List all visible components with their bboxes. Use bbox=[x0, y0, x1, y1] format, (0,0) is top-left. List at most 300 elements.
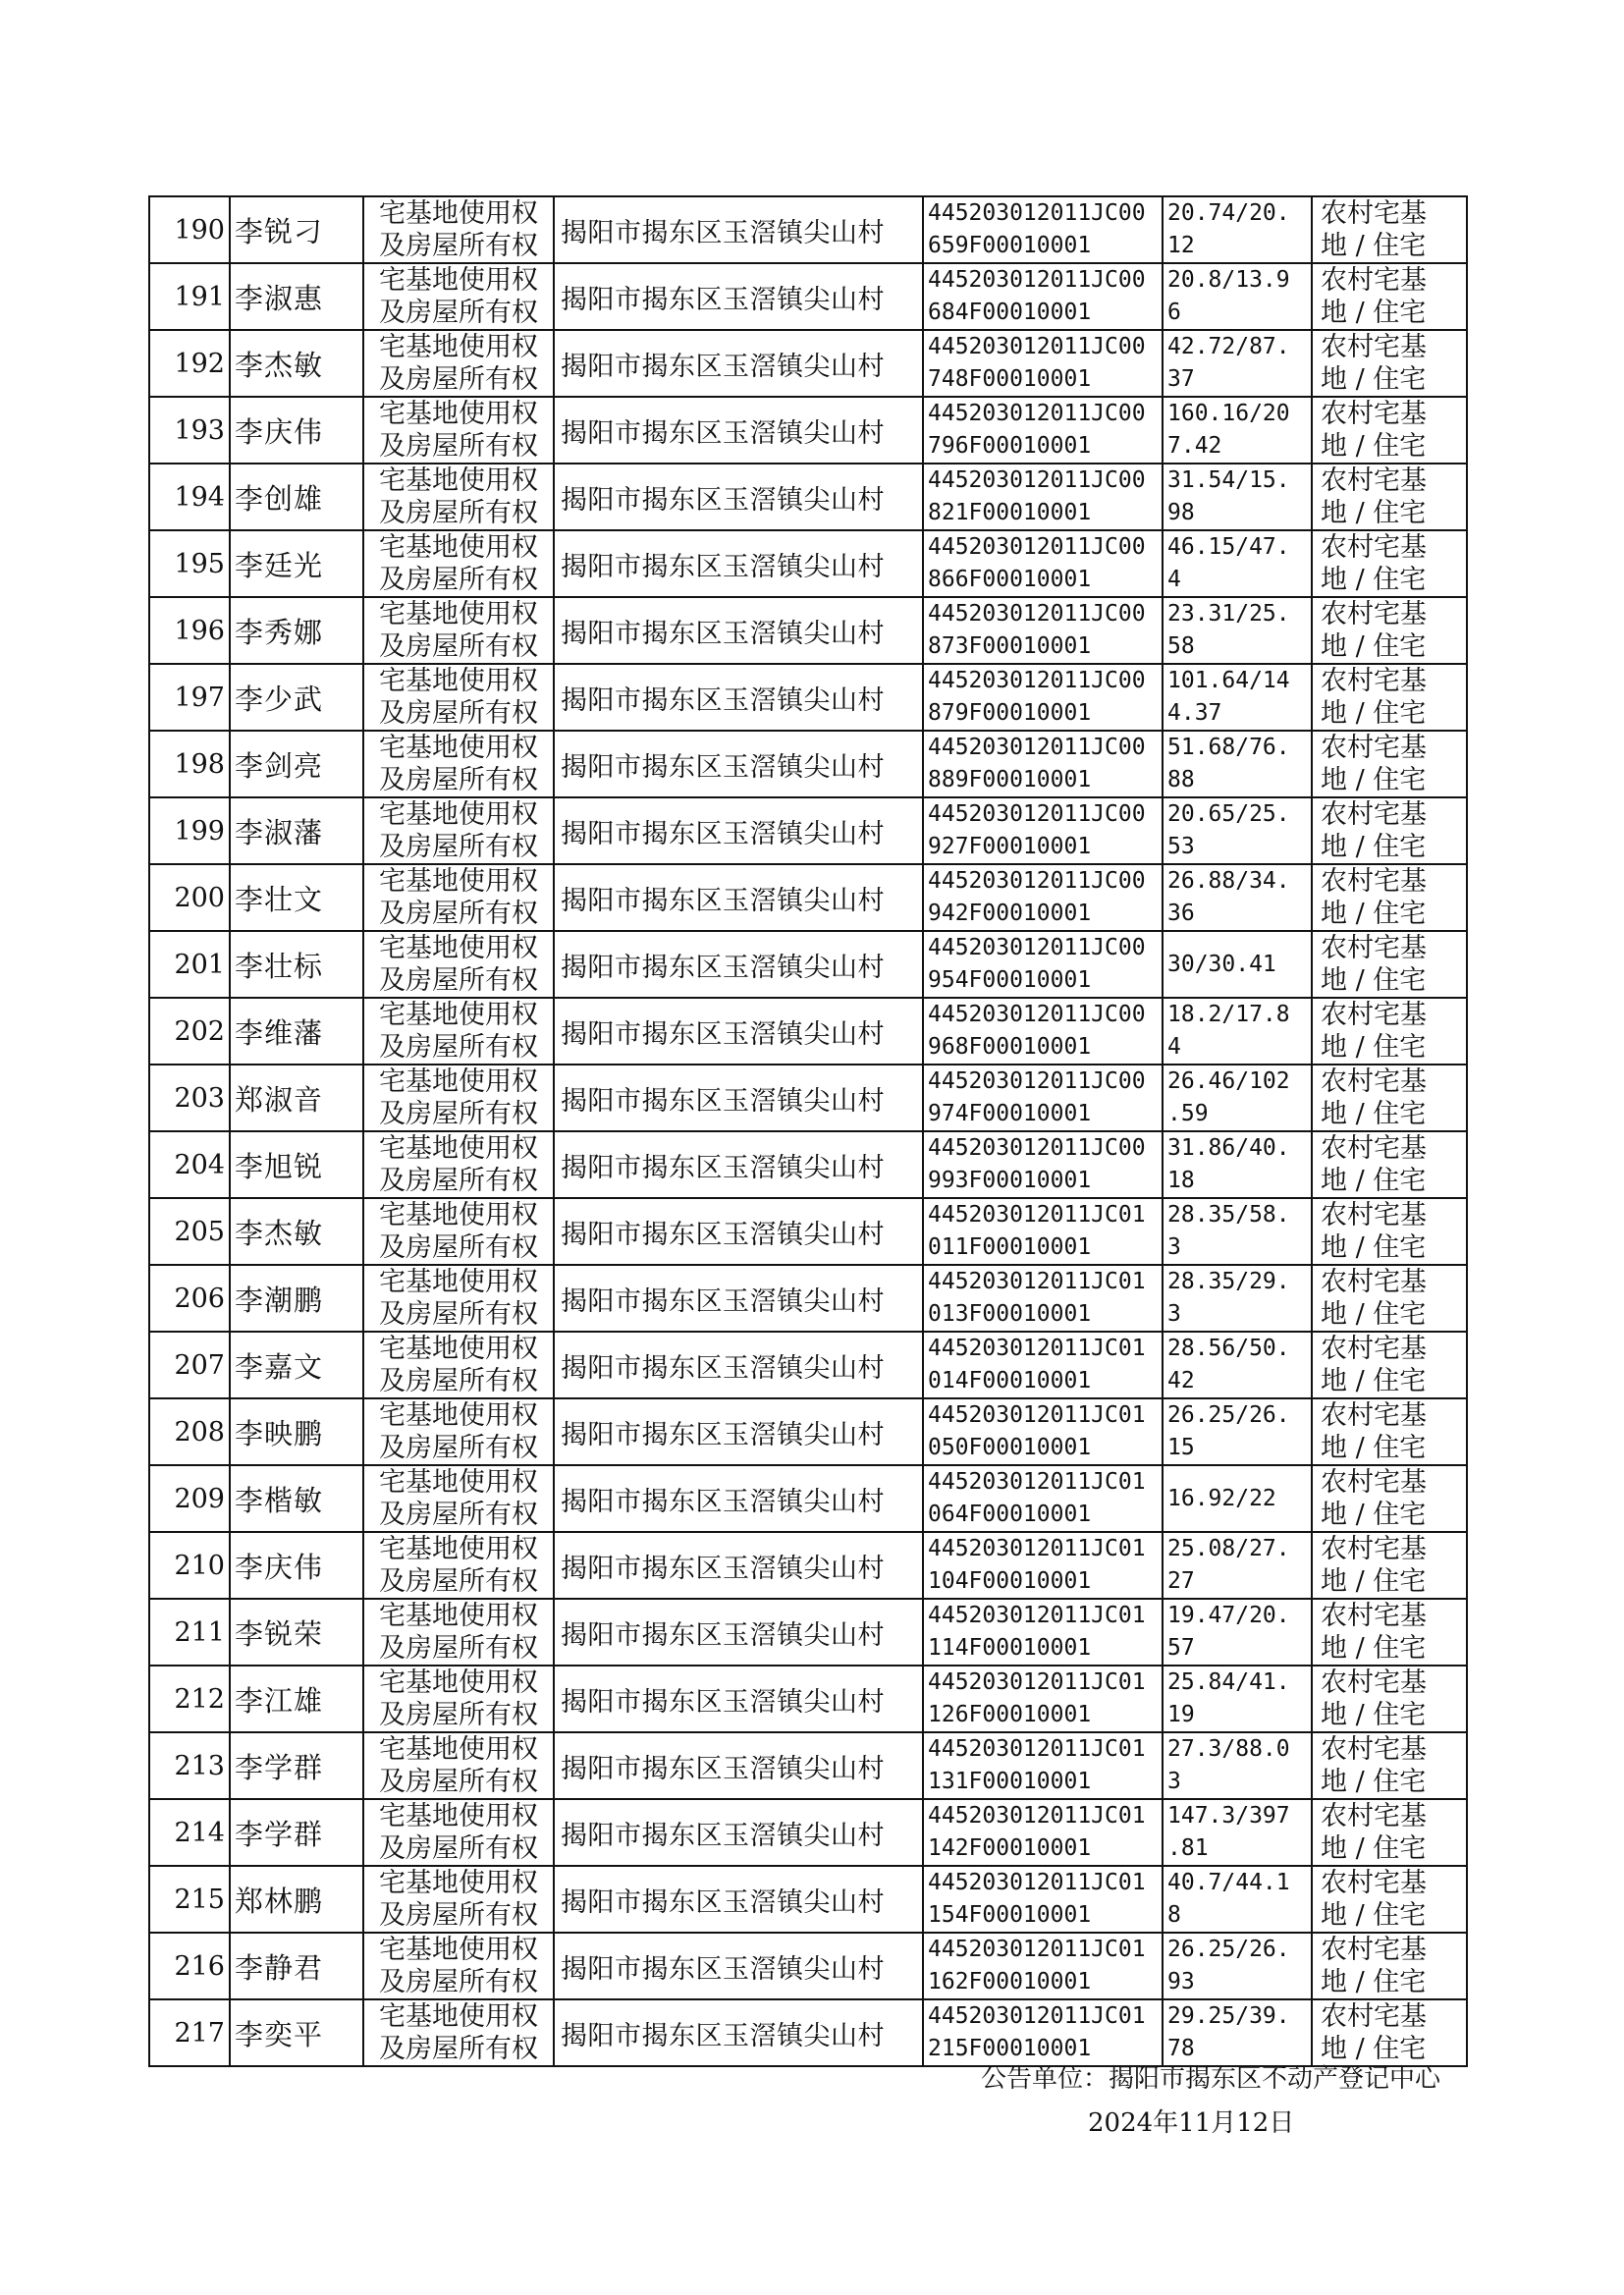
right-type: 宅基地使用权 及房屋所有权 bbox=[379, 1467, 538, 1530]
area-value-cell bbox=[1163, 1599, 1312, 1666]
row-number: 214 bbox=[174, 1817, 225, 1848]
row-number: 204 bbox=[174, 1149, 225, 1180]
table-row bbox=[149, 263, 1467, 330]
property-location: 揭阳市揭东区玉滘镇尖山村 bbox=[561, 1285, 885, 1317]
holder-name: 李廷光 bbox=[235, 548, 324, 582]
right-type-cell bbox=[363, 1933, 554, 1999]
holder-name: 李杰敏 bbox=[235, 1216, 324, 1250]
property-location: 揭阳市揭东区玉滘镇尖山村 bbox=[561, 1953, 885, 1985]
property-location: 揭阳市揭东区玉滘镇尖山村 bbox=[561, 618, 885, 649]
right-type: 宅基地使用权 及房屋所有权 bbox=[379, 1935, 538, 1997]
area-value: 26.88/34. 36 bbox=[1167, 868, 1290, 926]
area-value-cell bbox=[1163, 1999, 1312, 2066]
area-value: 29.25/39. 78 bbox=[1167, 2003, 1290, 2061]
row-number-cell bbox=[149, 998, 230, 1065]
holder-name-cell bbox=[230, 1933, 363, 1999]
property-location: 揭阳市揭东区玉滘镇尖山村 bbox=[561, 351, 885, 382]
property-location: 揭阳市揭东区玉滘镇尖山村 bbox=[561, 2020, 885, 2051]
property-location-cell bbox=[554, 864, 923, 931]
holder-name: 李庆伟 bbox=[235, 1550, 324, 1584]
holder-name-cell bbox=[230, 797, 363, 864]
holder-name-cell bbox=[230, 1799, 363, 1866]
property-unit-code: 445203012011JC01 050F00010001 bbox=[928, 1402, 1146, 1460]
holder-name-cell bbox=[230, 330, 363, 397]
records-table bbox=[148, 195, 1468, 2067]
holder-name-cell bbox=[230, 1866, 363, 1933]
property-location-cell bbox=[554, 1933, 923, 1999]
property-location-cell bbox=[554, 1265, 923, 1332]
table-row bbox=[149, 1398, 1467, 1465]
holder-name: 李江雄 bbox=[235, 1683, 324, 1718]
right-type-cell bbox=[363, 664, 554, 731]
property-location-cell bbox=[554, 196, 923, 263]
property-unit-code: 445203012011JC01 104F00010001 bbox=[928, 1536, 1146, 1594]
table-row bbox=[149, 1131, 1467, 1198]
property-location-cell bbox=[554, 1732, 923, 1799]
property-unit-code-cell bbox=[923, 797, 1163, 864]
row-number: 190 bbox=[174, 214, 225, 246]
property-unit-code-cell bbox=[923, 1732, 1163, 1799]
right-type-cell bbox=[363, 330, 554, 397]
table-row bbox=[149, 196, 1467, 263]
property-unit-code: 445203012011JC00 796F00010001 bbox=[928, 401, 1146, 459]
row-number: 203 bbox=[174, 1082, 225, 1114]
property-location-cell bbox=[554, 263, 923, 330]
area-value: 16.92/22 bbox=[1167, 1485, 1276, 1511]
usage-type: 农村宅基 地 / 住宅 bbox=[1321, 399, 1427, 462]
right-type: 宅基地使用权 及房屋所有权 bbox=[379, 1000, 538, 1063]
usage-type-cell bbox=[1312, 1065, 1467, 1131]
table-row bbox=[149, 1532, 1467, 1599]
holder-name-cell bbox=[230, 1198, 363, 1265]
holder-name: 李秀娜 bbox=[235, 615, 324, 649]
area-value: 20.65/25. 53 bbox=[1167, 801, 1290, 859]
property-unit-code-cell bbox=[923, 731, 1163, 797]
property-unit-code: 445203012011JC01 126F00010001 bbox=[928, 1669, 1146, 1727]
holder-name-cell bbox=[230, 597, 363, 664]
right-type: 宅基地使用权 及房屋所有权 bbox=[379, 1734, 538, 1797]
row-number-cell bbox=[149, 1532, 230, 1599]
area-value-cell bbox=[1163, 864, 1312, 931]
row-number: 216 bbox=[174, 1950, 225, 1982]
usage-type-cell bbox=[1312, 731, 1467, 797]
table-row bbox=[149, 731, 1467, 797]
row-number: 208 bbox=[174, 1416, 225, 1448]
row-number-cell bbox=[149, 597, 230, 664]
property-unit-code: 445203012011JC00 659F00010001 bbox=[928, 200, 1146, 258]
property-location-cell bbox=[554, 1999, 923, 2066]
property-location: 揭阳市揭东区玉滘镇尖山村 bbox=[561, 1753, 885, 1784]
holder-name-cell bbox=[230, 1065, 363, 1131]
usage-type-cell bbox=[1312, 597, 1467, 664]
holder-name-cell bbox=[230, 1532, 363, 1599]
row-number: 202 bbox=[174, 1015, 225, 1047]
usage-type: 农村宅基 地 / 住宅 bbox=[1321, 1200, 1427, 1263]
property-unit-code: 445203012011JC00 968F00010001 bbox=[928, 1002, 1146, 1060]
usage-type-cell bbox=[1312, 1332, 1467, 1398]
usage-type: 农村宅基 地 / 住宅 bbox=[1321, 733, 1427, 795]
table-row bbox=[149, 998, 1467, 1065]
row-number: 201 bbox=[174, 949, 225, 980]
usage-type: 农村宅基 地 / 住宅 bbox=[1321, 532, 1427, 595]
right-type: 宅基地使用权 及房屋所有权 bbox=[379, 1267, 538, 1330]
property-unit-code: 445203012011JC00 927F00010001 bbox=[928, 801, 1146, 859]
row-number-cell bbox=[149, 1265, 230, 1332]
row-number: 205 bbox=[174, 1216, 225, 1247]
area-value: 101.64/14 4.37 bbox=[1167, 668, 1290, 726]
holder-name: 郑淑音 bbox=[235, 1082, 324, 1117]
area-value: 19.47/20. 57 bbox=[1167, 1603, 1290, 1661]
property-unit-code: 445203012011JC01 215F00010001 bbox=[928, 2003, 1146, 2061]
usage-type-cell bbox=[1312, 1732, 1467, 1799]
property-unit-code-cell bbox=[923, 931, 1163, 998]
area-value-cell bbox=[1163, 1332, 1312, 1398]
property-unit-code: 445203012011JC00 993F00010001 bbox=[928, 1135, 1146, 1193]
right-type-cell bbox=[363, 998, 554, 1065]
property-unit-code: 445203012011JC00 879F00010001 bbox=[928, 668, 1146, 726]
property-unit-code-cell bbox=[923, 1065, 1163, 1131]
usage-type: 农村宅基 地 / 住宅 bbox=[1321, 1000, 1427, 1063]
row-number: 213 bbox=[174, 1750, 225, 1781]
property-location: 揭阳市揭东区玉滘镇尖山村 bbox=[561, 1152, 885, 1183]
area-value-cell bbox=[1163, 397, 1312, 464]
property-unit-code: 445203012011JC00 821F00010001 bbox=[928, 467, 1146, 525]
row-number-cell bbox=[149, 1465, 230, 1532]
right-type: 宅基地使用权 及房屋所有权 bbox=[379, 465, 538, 528]
property-location: 揭阳市揭东区玉滘镇尖山村 bbox=[561, 751, 885, 783]
property-location: 揭阳市揭东区玉滘镇尖山村 bbox=[561, 684, 885, 716]
usage-type-cell bbox=[1312, 1866, 1467, 1933]
area-value-cell bbox=[1163, 464, 1312, 530]
property-unit-code: 445203012011JC01 013F00010001 bbox=[928, 1269, 1146, 1327]
property-unit-code-cell bbox=[923, 1532, 1163, 1599]
table-row bbox=[149, 1666, 1467, 1732]
area-value-cell bbox=[1163, 597, 1312, 664]
right-type: 宅基地使用权 及房屋所有权 bbox=[379, 2001, 538, 2064]
area-value-cell bbox=[1163, 998, 1312, 1065]
records-body bbox=[149, 196, 1467, 2066]
property-unit-code: 445203012011JC00 889F00010001 bbox=[928, 735, 1146, 792]
property-location: 揭阳市揭东区玉滘镇尖山村 bbox=[561, 818, 885, 849]
property-unit-code-cell bbox=[923, 263, 1163, 330]
usage-type: 农村宅基 地 / 住宅 bbox=[1321, 1734, 1427, 1797]
holder-name: 李庆伟 bbox=[235, 414, 324, 449]
right-type: 宅基地使用权 及房屋所有权 bbox=[379, 1868, 538, 1931]
holder-name-cell bbox=[230, 864, 363, 931]
usage-type: 农村宅基 地 / 住宅 bbox=[1321, 799, 1427, 862]
row-number-cell bbox=[149, 464, 230, 530]
holder-name-cell bbox=[230, 397, 363, 464]
area-value: 26.46/102 .59 bbox=[1167, 1068, 1290, 1126]
usage-type: 农村宅基 地 / 住宅 bbox=[1321, 1868, 1427, 1931]
property-location: 揭阳市揭东区玉滘镇尖山村 bbox=[561, 1553, 885, 1584]
area-value: 160.16/20 7.42 bbox=[1167, 401, 1290, 459]
holder-name: 郑林鹏 bbox=[235, 1884, 324, 1918]
property-location-cell bbox=[554, 1198, 923, 1265]
right-type: 宅基地使用权 及房屋所有权 bbox=[379, 1667, 538, 1730]
holder-name: 李学群 bbox=[235, 1750, 324, 1784]
area-value: 25.08/27. 27 bbox=[1167, 1536, 1290, 1594]
table-row bbox=[149, 1799, 1467, 1866]
table-row bbox=[149, 530, 1467, 597]
area-value-cell bbox=[1163, 1666, 1312, 1732]
area-value-cell bbox=[1163, 1265, 1312, 1332]
right-type-cell bbox=[363, 1465, 554, 1532]
usage-type-cell bbox=[1312, 864, 1467, 931]
property-unit-code: 445203012011JC00 873F00010001 bbox=[928, 601, 1146, 659]
property-unit-code-cell bbox=[923, 464, 1163, 530]
right-type: 宅基地使用权 及房屋所有权 bbox=[379, 733, 538, 795]
right-type-cell bbox=[363, 864, 554, 931]
right-type-cell bbox=[363, 1999, 554, 2066]
row-number: 211 bbox=[174, 1616, 225, 1648]
usage-type: 农村宅基 地 / 住宅 bbox=[1321, 599, 1427, 662]
usage-type: 农村宅基 地 / 住宅 bbox=[1321, 1267, 1427, 1330]
property-location: 揭阳市揭东区玉滘镇尖山村 bbox=[561, 1419, 885, 1450]
area-value: 25.84/41. 19 bbox=[1167, 1669, 1290, 1727]
row-number-cell bbox=[149, 1933, 230, 1999]
row-number: 215 bbox=[174, 1884, 225, 1915]
right-type-cell bbox=[363, 1131, 554, 1198]
table-row bbox=[149, 931, 1467, 998]
property-unit-code: 445203012011JC01 131F00010001 bbox=[928, 1736, 1146, 1794]
holder-name-cell bbox=[230, 998, 363, 1065]
row-number-cell bbox=[149, 1198, 230, 1265]
area-value: 28.56/50. 42 bbox=[1167, 1336, 1290, 1393]
property-location-cell bbox=[554, 1799, 923, 1866]
property-location-cell bbox=[554, 330, 923, 397]
right-type: 宅基地使用权 及房屋所有权 bbox=[379, 1334, 538, 1396]
area-value: 26.25/26. 15 bbox=[1167, 1402, 1290, 1460]
row-number-cell bbox=[149, 1732, 230, 1799]
right-type-cell bbox=[363, 530, 554, 597]
holder-name: 李淑藩 bbox=[235, 815, 324, 849]
property-unit-code: 445203012011JC01 014F00010001 bbox=[928, 1336, 1146, 1393]
row-number: 196 bbox=[174, 615, 225, 646]
usage-type: 农村宅基 地 / 住宅 bbox=[1321, 1935, 1427, 1997]
area-value: 18.2/17.8 4 bbox=[1167, 1002, 1290, 1060]
table-row bbox=[149, 1265, 1467, 1332]
property-location: 揭阳市揭东区玉滘镇尖山村 bbox=[561, 1886, 885, 1918]
property-unit-code-cell bbox=[923, 397, 1163, 464]
right-type-cell bbox=[363, 1398, 554, 1465]
area-value-cell bbox=[1163, 330, 1312, 397]
holder-name-cell bbox=[230, 263, 363, 330]
table-row bbox=[149, 1332, 1467, 1398]
table-row bbox=[149, 1999, 1467, 2066]
property-unit-code-cell bbox=[923, 1799, 1163, 1866]
usage-type: 农村宅基 地 / 住宅 bbox=[1321, 1534, 1427, 1597]
area-value: 20.8/13.9 6 bbox=[1167, 267, 1290, 325]
property-location: 揭阳市揭东区玉滘镇尖山村 bbox=[561, 217, 885, 248]
holder-name-cell bbox=[230, 1599, 363, 1666]
property-unit-code: 445203012011JC01 011F00010001 bbox=[928, 1202, 1146, 1260]
property-location-cell bbox=[554, 1332, 923, 1398]
property-location: 揭阳市揭东区玉滘镇尖山村 bbox=[561, 1486, 885, 1517]
property-location-cell bbox=[554, 530, 923, 597]
usage-type: 农村宅基 地 / 住宅 bbox=[1321, 666, 1427, 729]
property-unit-code-cell bbox=[923, 1866, 1163, 1933]
row-number: 217 bbox=[174, 2017, 225, 2049]
right-type-cell bbox=[363, 1799, 554, 1866]
area-value-cell bbox=[1163, 530, 1312, 597]
right-type-cell bbox=[363, 931, 554, 998]
right-type-cell bbox=[363, 1198, 554, 1265]
holder-name: 李少武 bbox=[235, 682, 324, 716]
row-number-cell bbox=[149, 263, 230, 330]
property-location: 揭阳市揭东区玉滘镇尖山村 bbox=[561, 484, 885, 516]
property-unit-code: 445203012011JC00 942F00010001 bbox=[928, 868, 1146, 926]
area-value: 20.74/20. 12 bbox=[1167, 200, 1290, 258]
property-location-cell bbox=[554, 397, 923, 464]
right-type-cell bbox=[363, 196, 554, 263]
holder-name: 李壮文 bbox=[235, 882, 324, 916]
row-number: 200 bbox=[174, 882, 225, 913]
row-number: 210 bbox=[174, 1550, 225, 1581]
holder-name-cell bbox=[230, 1332, 363, 1398]
right-type: 宅基地使用权 及房屋所有权 bbox=[379, 1601, 538, 1664]
holder-name: 李旭锐 bbox=[235, 1149, 324, 1183]
usage-type: 农村宅基 地 / 住宅 bbox=[1321, 1601, 1427, 1664]
row-number-cell bbox=[149, 1999, 230, 2066]
usage-type-cell bbox=[1312, 1198, 1467, 1265]
property-location-cell bbox=[554, 597, 923, 664]
property-unit-code-cell bbox=[923, 1265, 1163, 1332]
property-location-cell bbox=[554, 664, 923, 731]
usage-type: 农村宅基 地 / 住宅 bbox=[1321, 1667, 1427, 1730]
right-type: 宅基地使用权 及房屋所有权 bbox=[379, 933, 538, 996]
holder-name-cell bbox=[230, 1732, 363, 1799]
right-type: 宅基地使用权 及房屋所有权 bbox=[379, 198, 538, 261]
announcing-unit: 公告单位：揭阳市揭东区不动产登记中心 bbox=[980, 2064, 1440, 2094]
property-unit-code-cell bbox=[923, 1666, 1163, 1732]
usage-type-cell bbox=[1312, 263, 1467, 330]
area-value-cell bbox=[1163, 1799, 1312, 1866]
table-row bbox=[149, 464, 1467, 530]
area-value: 31.86/40. 18 bbox=[1167, 1135, 1290, 1193]
area-value: 147.3/397 .81 bbox=[1167, 1803, 1290, 1861]
holder-name: 李杰敏 bbox=[235, 348, 324, 382]
property-location-cell bbox=[554, 931, 923, 998]
usage-type-cell bbox=[1312, 664, 1467, 731]
row-number-cell bbox=[149, 664, 230, 731]
property-unit-code: 445203012011JC01 142F00010001 bbox=[928, 1803, 1146, 1861]
right-type-cell bbox=[363, 263, 554, 330]
usage-type-cell bbox=[1312, 1532, 1467, 1599]
right-type-cell bbox=[363, 1666, 554, 1732]
property-unit-code: 445203012011JC01 162F00010001 bbox=[928, 1937, 1146, 1994]
table-row bbox=[149, 397, 1467, 464]
property-unit-code-cell bbox=[923, 1398, 1163, 1465]
row-number-cell bbox=[149, 196, 230, 263]
row-number-cell bbox=[149, 530, 230, 597]
table-row bbox=[149, 1732, 1467, 1799]
holder-name-cell bbox=[230, 664, 363, 731]
area-value: 31.54/15. 98 bbox=[1167, 467, 1290, 525]
usage-type: 农村宅基 地 / 住宅 bbox=[1321, 198, 1427, 261]
holder-name-cell bbox=[230, 530, 363, 597]
row-number: 192 bbox=[174, 348, 225, 379]
holder-name: 李潮鹏 bbox=[235, 1283, 324, 1317]
holder-name-cell bbox=[230, 1666, 363, 1732]
usage-type-cell bbox=[1312, 464, 1467, 530]
right-type: 宅基地使用权 及房屋所有权 bbox=[379, 799, 538, 862]
row-number-cell bbox=[149, 1866, 230, 1933]
holder-name-cell bbox=[230, 1999, 363, 2066]
property-unit-code-cell bbox=[923, 1999, 1163, 2066]
right-type-cell bbox=[363, 1532, 554, 1599]
property-unit-code-cell bbox=[923, 1599, 1163, 1666]
right-type: 宅基地使用权 及房屋所有权 bbox=[379, 1200, 538, 1263]
table-row bbox=[149, 597, 1467, 664]
holder-name: 李剑亮 bbox=[235, 748, 324, 783]
property-location: 揭阳市揭东区玉滘镇尖山村 bbox=[561, 952, 885, 983]
holder-name: 李映鹏 bbox=[235, 1416, 324, 1450]
usage-type-cell bbox=[1312, 196, 1467, 263]
right-type-cell bbox=[363, 1732, 554, 1799]
table-row bbox=[149, 330, 1467, 397]
property-location: 揭阳市揭东区玉滘镇尖山村 bbox=[561, 1619, 885, 1651]
right-type-cell bbox=[363, 1065, 554, 1131]
usage-type-cell bbox=[1312, 931, 1467, 998]
row-number-cell bbox=[149, 931, 230, 998]
usage-type-cell bbox=[1312, 1465, 1467, 1532]
property-unit-code: 445203012011JC00 684F00010001 bbox=[928, 267, 1146, 325]
row-number-cell bbox=[149, 1799, 230, 1866]
usage-type-cell bbox=[1312, 1599, 1467, 1666]
holder-name: 李学群 bbox=[235, 1817, 324, 1851]
property-unit-code-cell bbox=[923, 1332, 1163, 1398]
property-unit-code: 445203012011JC00 866F00010001 bbox=[928, 534, 1146, 592]
area-value: 27.3/88.0 3 bbox=[1167, 1736, 1290, 1794]
row-number-cell bbox=[149, 731, 230, 797]
area-value-cell bbox=[1163, 931, 1312, 998]
holder-name: 李壮标 bbox=[235, 949, 324, 983]
right-type-cell bbox=[363, 797, 554, 864]
table-row bbox=[149, 1599, 1467, 1666]
usage-type-cell bbox=[1312, 397, 1467, 464]
usage-type: 农村宅基 地 / 住宅 bbox=[1321, 465, 1427, 528]
right-type: 宅基地使用权 及房屋所有权 bbox=[379, 1066, 538, 1129]
property-unit-code-cell bbox=[923, 1198, 1163, 1265]
property-location: 揭阳市揭东区玉滘镇尖山村 bbox=[561, 284, 885, 315]
property-unit-code: 445203012011JC01 154F00010001 bbox=[928, 1870, 1146, 1928]
right-type-cell bbox=[363, 1866, 554, 1933]
right-type: 宅基地使用权 及房屋所有权 bbox=[379, 1801, 538, 1864]
area-value-cell bbox=[1163, 1532, 1312, 1599]
usage-type: 农村宅基 地 / 住宅 bbox=[1321, 1066, 1427, 1129]
row-number: 194 bbox=[174, 481, 225, 513]
usage-type: 农村宅基 地 / 住宅 bbox=[1321, 1334, 1427, 1396]
usage-type-cell bbox=[1312, 998, 1467, 1065]
right-type: 宅基地使用权 及房屋所有权 bbox=[379, 1534, 538, 1597]
row-number-cell bbox=[149, 797, 230, 864]
holder-name-cell bbox=[230, 1398, 363, 1465]
row-number-cell bbox=[149, 397, 230, 464]
property-location-cell bbox=[554, 998, 923, 1065]
right-type-cell bbox=[363, 397, 554, 464]
announcement-date: 2024年11月12日 bbox=[1088, 2108, 1295, 2138]
area-value-cell bbox=[1163, 1465, 1312, 1532]
table-row bbox=[149, 1198, 1467, 1265]
holder-name: 李锐刁 bbox=[235, 214, 324, 248]
right-type-cell bbox=[363, 1332, 554, 1398]
holder-name: 李静君 bbox=[235, 1950, 324, 1985]
table-row bbox=[149, 1933, 1467, 1999]
right-type: 宅基地使用权 及房屋所有权 bbox=[379, 1400, 538, 1463]
property-location-cell bbox=[554, 1131, 923, 1198]
area-value-cell bbox=[1163, 1065, 1312, 1131]
